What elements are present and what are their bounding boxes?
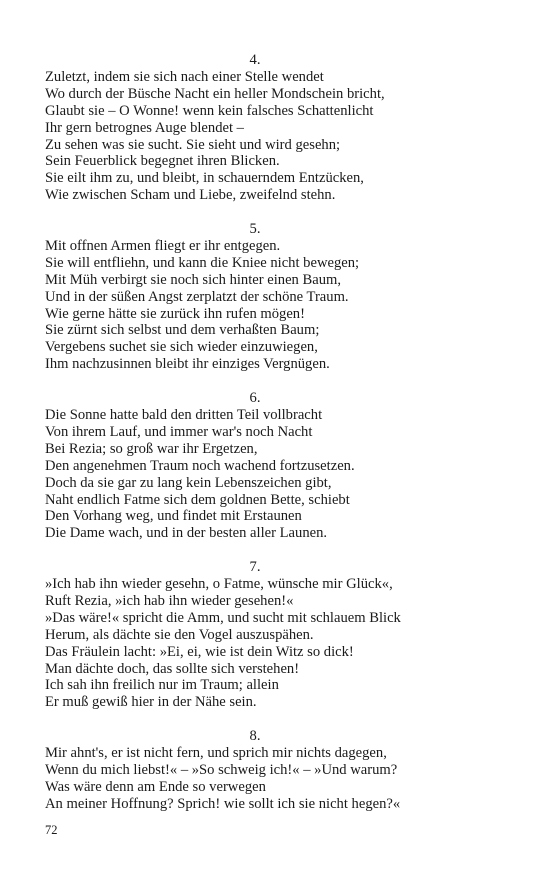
verse-line: Herum, als dächte sie den Vogel auszuspähen.	[45, 626, 314, 643]
verse-line: Bei Rezia; so groß war ihr Ergetzen,	[45, 440, 258, 457]
verse-line: Mit offnen Armen fliegt er ihr entgegen.	[45, 237, 281, 254]
verse-line: Vergebens suchet sie sich wieder einzuwiegen,	[45, 339, 318, 356]
verse-line: Und in der süßen Angst zerplatzt der schöne Traum.	[45, 288, 349, 305]
stanza-number: 4.	[249, 52, 261, 68]
verse-line: Sie eilt ihm zu, und bleibt, in schauerndem Entzücken,	[45, 170, 364, 187]
verse-line: Von ihrem Lauf, und immer war's noch Nacht	[45, 423, 313, 440]
verse-line: »Ich hab ihn wieder gesehn, o Fatme, wünsche mir Glück«,	[45, 576, 393, 593]
verse-line: Ich sah ihn freilich nur im Traum; allein	[45, 677, 279, 694]
verse-line: Wie gerne hätte sie zurück ihn rufen mögen!	[45, 305, 305, 322]
verse-line: Glaubt sie – O Wonne! wenn kein falsches Schattenlicht	[45, 102, 374, 119]
stanza-5	[45, 221, 505, 373]
verse-line: Mir ahnt's, er ist nicht fern, und sprich mir nichts dagegen,	[45, 745, 387, 762]
verse-line: Das Fräulein lacht: »Ei, ei, wie ist dein Witz so dick!	[45, 643, 354, 660]
verse-line: Ruft Rezia, »ich hab ihn wieder gesehen!«	[45, 592, 294, 609]
verse-line: Sie zürnt sich selbst und dem verhaßten Baum;	[45, 322, 320, 339]
verse-line: Naht endlich Fatme sich dem goldnen Bette, schiebt	[45, 491, 350, 508]
verse-line: Zu sehen was sie sucht. Sie sieht und wird gesehn;	[45, 136, 341, 153]
verse-line: Wo durch der Büsche Nacht ein heller Mondschein bricht,	[45, 85, 385, 102]
verse-line: Doch da sie gar zu lang kein Lebenszeichen gibt,	[45, 474, 332, 491]
stanza-number: 6.	[249, 390, 261, 407]
verse-line: »Das wäre!« spricht die Amm, und sucht mit schlauem Blick	[45, 609, 401, 626]
page-number: 72	[45, 823, 58, 837]
verse-line: Ihm nachzusinnen bleibt ihr einziges Vergnügen.	[45, 356, 330, 373]
verse-line: Er muß gewiß hier in der Nähe sein.	[45, 694, 257, 711]
verse-line: Den Vorhang weg, und findet mit Erstaunen	[45, 508, 302, 525]
stanza-number: 8.	[249, 728, 261, 745]
verse-line: Wenn du mich liebst!« – »So schweig ich!« – »Und warum?	[45, 762, 398, 778]
stanza-number: 7.	[249, 559, 261, 576]
verse-line: Ihr gern betrognes Auge blendet –	[45, 119, 244, 136]
verse-line: Sein Feuerblick begegnet ihren Blicken.	[45, 153, 280, 170]
stanza-6	[45, 390, 505, 542]
verse-line: Man dächte doch, das sollte sich verstehen!	[45, 660, 300, 677]
verse-line: Die Sonne hatte bald den dritten Teil vollbracht	[45, 407, 323, 423]
verse-line: Wie zwischen Scham und Liebe, zweifelnd stehn.	[45, 187, 336, 204]
verse-line: Mit Müh verbirgt sie noch sich hinter einen Baum,	[45, 271, 342, 288]
verse-line: Was wäre denn am Ende so verwegen	[45, 778, 266, 795]
verse-line: An meiner Hoffnung? Sprich! wie sollt ich sie nicht hegen?«	[45, 795, 401, 812]
stanza-7	[45, 559, 505, 711]
verse-line: Die Dame wach, und in der besten aller Launen.	[45, 525, 328, 542]
poem-text	[45, 52, 505, 830]
stanza-number: 5.	[249, 221, 261, 238]
verse-line: Zuletzt, indem sie sich nach einer Stelle wendet	[45, 68, 324, 85]
verse-line: Den angenehmen Traum noch wachend fortzusetzen.	[45, 457, 355, 474]
stanza-8	[45, 728, 505, 813]
verse-line: Sie will entfliehn, und kann die Kniee nicht bewegen;	[45, 254, 360, 271]
stanza-4	[45, 52, 505, 204]
